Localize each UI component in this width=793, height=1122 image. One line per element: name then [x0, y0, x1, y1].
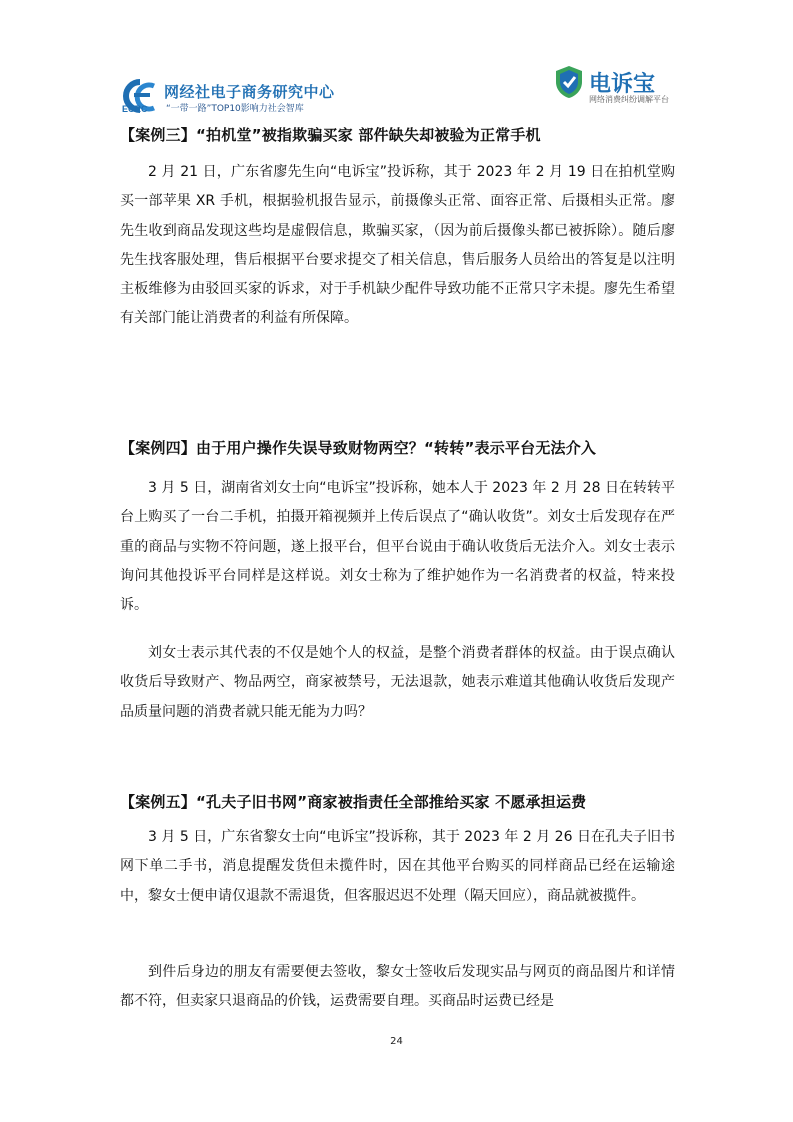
- org-name: 网经社电子商务研究中心: [164, 83, 335, 101]
- org-tagline: “一带一路”TOP10影响力社会智库: [166, 104, 304, 114]
- page-header: [0, 0, 793, 120]
- case-5-title: 【案例五】“孔夫子旧书网”商家被指责任全部推给买家 不愿承担运费: [120, 793, 587, 811]
- case-4-paragraph-2: 刘女士表示其代表的不仅是她个人的权益，是整个消费者群体的权益。由于误点确认收货后导致财产、物品两空，商家被禁号，无法退款，她表示难道其他确认收货后发现产品质量问题的消费者就只能无能为力吗？: [120, 645, 675, 720]
- case-5-paragraph-2: 到件后身边的朋友有需要便去签收，黎女士签收后发现实品与网页的商品图片和详情都不符，但卖家只退商品的价钱，运费需要自理。买商品时运费已经是: [120, 964, 675, 1010]
- shield-icon: [555, 65, 583, 99]
- case-4-paragraph-1: 3 月 5 日，湖南省刘女士向“电诉宝”投诉称，她本人于 2023 年 2 月 28 日在转转平台上购买了一台二手机，拍摄开箱视频并上传后误点了“确认收货”。刘女士后发现存在严重的商品与实物不符问题，遂上报平台，但平台说由于确认收货后无法介入。刘女士表示询问其他投诉平台同样是这样说。刘女士称为了维护她作为一名消费者的权益，特来投诉。: [120, 480, 675, 614]
- case-4-title: 【案例四】由于用户操作失误导致财物两空？“转转”表示平台无法介入: [120, 439, 597, 457]
- ecrc-logo: [120, 78, 350, 118]
- case-3-paragraph-1: 2 月 21 日，广东省廖先生向“电诉宝”投诉称，其于 2023 年 2 月 19 日在拍机堂购买一部苹果 XR 手机，根据验机报告显示，前摄像头正常、面容正常、后摄相头正常。廖先生收到商品发现这些均是虚假信息，欺骗买家，（因为前后摄像头都已被拆除）。随后廖先生找客服处理，售后根据平台要求提交了相关信息，售后服务人员给出的答复是以注明主板维修为由驳回买家的诉求，对于手机缺少配件导致功能不正常只字未提。廖先生希望有关部门能让消费者的利益有所保障。: [120, 164, 675, 327]
- case-5-paragraph-1: 3 月 5 日，广东省黎女士向“电诉宝”投诉称，其于 2023 年 2 月 26 日在孔夫子旧书网下单二手书，消息提醒发货但未揽件时，因在其他平台购买的同样商品已经在运输途中，黎女士便申请仅退款不需退货，但客服迟迟不处理（隔天回应），商品就被揽件。: [120, 829, 675, 904]
- ecrc-mark-text: ECRC: [122, 104, 148, 114]
- brand-name: 电诉宝: [589, 72, 656, 97]
- case-3-title: 【案例三】“拍机堂”被指欺骗买家 部件缺失却被验为正常手机: [120, 126, 541, 144]
- dianshubao-logo: [555, 65, 669, 110]
- page-number: 24: [390, 1036, 403, 1047]
- brand-subtitle: 网络消费纠纷调解平台: [589, 95, 669, 104]
